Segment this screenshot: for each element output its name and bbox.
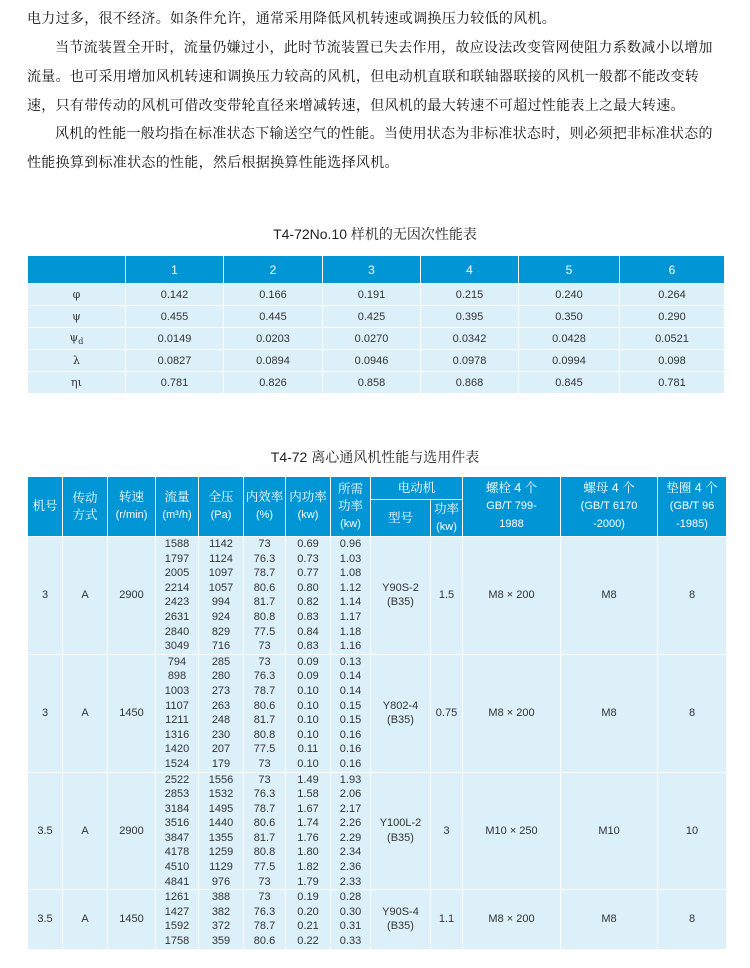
value: 898 xyxy=(167,670,187,683)
value: 0.10 xyxy=(297,728,319,741)
table-cell: 0.0342 xyxy=(421,328,519,350)
table-cell: 0.845 xyxy=(519,372,620,394)
value: 0.14 xyxy=(339,684,362,697)
header-efficiency: 内效率 (%) xyxy=(244,477,286,537)
value: 0.14 xyxy=(339,670,362,683)
value: 2.26 xyxy=(339,817,362,830)
drive-type: A xyxy=(63,537,108,655)
washer-spec: 8 xyxy=(658,537,727,655)
value: 4510 xyxy=(164,861,190,874)
model-line: Y90S-2 xyxy=(382,581,419,594)
value: 76.3 xyxy=(253,788,276,801)
value: 77.5 xyxy=(253,625,276,638)
value: 73 xyxy=(258,640,271,653)
value: 4841 xyxy=(164,875,190,888)
value: 0.83 xyxy=(297,610,319,623)
bolt-spec: M8 × 200 xyxy=(463,890,561,949)
column-header: 6 xyxy=(620,256,725,284)
column-header: 1 xyxy=(126,256,224,284)
value: 2423 xyxy=(164,596,190,609)
value: 0.96 xyxy=(339,538,362,550)
inner-power-values xyxy=(286,890,331,949)
model-line: (B35) xyxy=(387,920,414,933)
value: 73 xyxy=(258,757,271,770)
value: 1129 xyxy=(209,861,233,874)
header-motor-power: 功率 (kw) xyxy=(431,500,463,537)
value: 0.10 xyxy=(297,699,319,712)
table2-title: T4-72 离心通风机性能与选用件表 xyxy=(270,449,480,465)
table-cell: 0.0978 xyxy=(421,350,519,372)
value: 263 xyxy=(211,699,231,712)
value: 372 xyxy=(211,920,231,933)
value: 0.13 xyxy=(339,655,362,668)
value: 3184 xyxy=(164,802,190,815)
value: 73 xyxy=(258,538,271,550)
table-row xyxy=(28,350,725,372)
value: 77.5 xyxy=(253,743,276,756)
value: 0.16 xyxy=(339,728,362,741)
value: 2522 xyxy=(164,773,190,786)
row-symbol: $\psi_d$ xyxy=(28,328,126,350)
column-header: 2 xyxy=(224,256,323,284)
value: 1592 xyxy=(164,920,190,933)
column-header xyxy=(28,256,126,284)
value: 1211 xyxy=(165,714,189,727)
value: 0.82 xyxy=(297,596,319,609)
value: 81.7 xyxy=(253,714,276,727)
table-cell: 0.166 xyxy=(224,284,323,306)
efficiency-values xyxy=(244,654,286,772)
value: 0.83 xyxy=(297,640,319,653)
row-symbol: ηι xyxy=(28,372,126,394)
table-cell: 0.0946 xyxy=(323,350,421,372)
bolt-spec: M8 × 200 xyxy=(463,537,561,655)
table-cell: 0.395 xyxy=(421,306,519,328)
motor-model xyxy=(371,772,431,890)
model-line: (B35) xyxy=(387,714,414,727)
speed: 2900 xyxy=(108,537,156,655)
motor-power: 1.1 xyxy=(431,890,463,949)
value: 976 xyxy=(211,875,231,888)
value: 0.16 xyxy=(339,743,362,756)
machine-no: 3 xyxy=(28,654,63,772)
value: 829 xyxy=(211,625,231,638)
table-cell: 0.0827 xyxy=(126,350,224,372)
motor-model xyxy=(371,537,431,655)
value: 0.30 xyxy=(339,905,362,918)
bolt-spec: M10 × 250 xyxy=(463,772,561,890)
model-line: (B35) xyxy=(387,831,414,844)
value: 1.16 xyxy=(339,640,362,653)
value: 794 xyxy=(167,655,187,668)
value: 1124 xyxy=(209,552,233,565)
speed: 1450 xyxy=(108,890,156,949)
value: 0.69 xyxy=(297,538,319,550)
value: 2631 xyxy=(164,610,190,623)
flow-values xyxy=(156,890,199,949)
washer-spec: 10 xyxy=(658,772,727,890)
table-cell: 0.425 xyxy=(323,306,421,328)
value: 1.08 xyxy=(339,567,362,580)
value: 0.20 xyxy=(297,905,319,918)
table-cell: 0.290 xyxy=(620,306,725,328)
motor-power: 3 xyxy=(431,772,463,890)
value: 1.03 xyxy=(339,552,362,565)
table1-title: T4-72No.10 样机的无因次性能表 xyxy=(273,226,477,242)
value: 3516 xyxy=(164,817,190,830)
table-cell: 0.0428 xyxy=(519,328,620,350)
value: 0.11 xyxy=(297,743,319,756)
table-cell: 0.781 xyxy=(620,372,725,394)
efficiency-values xyxy=(244,890,286,949)
value: 1.82 xyxy=(297,861,319,874)
value: 280 xyxy=(211,670,231,683)
value: 78.7 xyxy=(253,802,276,815)
value: 716 xyxy=(211,640,231,653)
column-header: 3 xyxy=(323,256,421,284)
value: 1355 xyxy=(208,831,234,844)
motor-model xyxy=(371,890,431,949)
model-line: Y90S-4 xyxy=(382,905,419,918)
value: 78.7 xyxy=(253,920,276,933)
value: 0.73 xyxy=(297,552,319,565)
table-cell: 0.191 xyxy=(323,284,421,306)
value: 179 xyxy=(211,757,231,770)
value: 0.15 xyxy=(339,714,362,727)
value: 248 xyxy=(211,714,231,727)
value: 1.79 xyxy=(297,875,319,888)
value: 2005 xyxy=(164,567,190,580)
value: 1107 xyxy=(165,699,189,712)
value: 2.36 xyxy=(339,861,362,874)
value: 0.28 xyxy=(339,891,362,904)
value: 80.6 xyxy=(253,699,276,712)
value: 1057 xyxy=(208,581,234,594)
nut-spec: M8 xyxy=(561,654,658,772)
value: 2214 xyxy=(164,581,190,594)
flow-values xyxy=(156,537,199,655)
table-cell: 0.0894 xyxy=(224,350,323,372)
required-power-values xyxy=(331,772,371,890)
value: 1495 xyxy=(208,802,234,815)
value: 230 xyxy=(211,728,231,741)
machine-no: 3.5 xyxy=(28,772,63,890)
value: 1003 xyxy=(164,684,190,697)
value: 0.10 xyxy=(297,714,319,727)
dimensionless-performance-table xyxy=(27,255,725,394)
machine-no: 3 xyxy=(28,537,63,655)
flow-values xyxy=(156,772,199,890)
value: 81.7 xyxy=(253,596,276,609)
model-line: Y802-4 xyxy=(382,699,419,712)
table-row xyxy=(28,328,725,350)
speed: 1450 xyxy=(108,654,156,772)
pressure-values xyxy=(199,772,244,890)
value: 73 xyxy=(258,773,271,786)
value: 0.31 xyxy=(339,920,362,933)
pressure-values xyxy=(199,654,244,772)
value: 1.17 xyxy=(339,610,362,623)
value: 76.3 xyxy=(253,552,276,565)
header-speed: 转速 (r/min) xyxy=(108,477,156,537)
table-cell: 0.0203 xyxy=(224,328,323,350)
value: 80.6 xyxy=(253,935,276,948)
value: 1.93 xyxy=(339,773,362,786)
value: 273 xyxy=(211,684,231,697)
header-pressure: 全压 (Pa) xyxy=(199,477,244,537)
required-power-values xyxy=(331,890,371,949)
value: 0.10 xyxy=(297,757,319,770)
value: 1440 xyxy=(208,817,234,830)
value: 73 xyxy=(258,891,271,904)
header-flow: 流量 (m³/h) xyxy=(156,477,199,537)
table-cell: 0.350 xyxy=(519,306,620,328)
header-required-power: 所需 功率 (kw) xyxy=(331,477,371,537)
value: 0.10 xyxy=(297,684,319,697)
header-bolt: 螺栓 4 个 GB/T 799- 1988 xyxy=(463,477,561,537)
value: 1758 xyxy=(164,935,190,948)
value: 73 xyxy=(258,875,271,888)
paragraph-3: 风机的性能一般均指在标准状态下输送空气的性能。当使用状态为非标准状态时，则必须把非标准状态的性能换算到标准状态的性能，然后根据换算性能选择风机。 xyxy=(27,126,713,171)
motor-model xyxy=(371,654,431,772)
value: 1.49 xyxy=(297,773,319,786)
row-symbol: φ xyxy=(28,284,126,306)
value: 1142 xyxy=(209,538,233,550)
model-line: (B35) xyxy=(387,596,414,609)
value: 0.84 xyxy=(297,625,319,638)
value: 1.80 xyxy=(297,846,319,859)
value: 1.67 xyxy=(297,802,319,815)
table-cell: 0.142 xyxy=(126,284,224,306)
pressure-values xyxy=(199,890,244,949)
value: 0.15 xyxy=(339,699,362,712)
value: 3049 xyxy=(164,640,190,653)
value: 1316 xyxy=(164,728,190,741)
header-motor: 电动机 xyxy=(371,477,463,500)
value: 0.19 xyxy=(297,891,319,904)
motor-power: 0.75 xyxy=(431,654,463,772)
motor-power: 1.5 xyxy=(431,537,463,655)
drive-type: A xyxy=(63,772,108,890)
value: 1588 xyxy=(164,538,190,550)
value: 2.17 xyxy=(339,802,362,815)
value: 3847 xyxy=(164,831,190,844)
inner-power-values xyxy=(286,654,331,772)
required-power-values xyxy=(331,537,371,655)
value: 1259 xyxy=(208,846,234,859)
value: 1532 xyxy=(208,788,234,801)
value: 207 xyxy=(211,743,231,756)
table-row-group xyxy=(28,654,727,772)
table-cell: 0.0270 xyxy=(323,328,421,350)
header-nut: 螺母 4 个 (GB/T 6170 -2000) xyxy=(561,477,658,537)
value: 80.6 xyxy=(253,581,276,594)
value: 1556 xyxy=(208,773,234,786)
value: 1420 xyxy=(164,743,190,756)
column-header: 4 xyxy=(421,256,519,284)
value: 2.34 xyxy=(339,846,362,859)
table-row xyxy=(28,284,725,306)
value: 0.77 xyxy=(297,567,319,580)
value: 0.33 xyxy=(339,935,362,948)
value: 1.58 xyxy=(297,788,319,801)
value: 359 xyxy=(211,935,231,948)
table-cell: 0.098 xyxy=(620,350,725,372)
pressure-values xyxy=(199,537,244,655)
required-power-values xyxy=(331,654,371,772)
value: 77.5 xyxy=(253,861,276,874)
value: 1.14 xyxy=(339,596,362,609)
fan-performance-selection-table xyxy=(27,476,727,950)
table-cell: 0.0521 xyxy=(620,328,725,350)
column-header: 5 xyxy=(519,256,620,284)
flow-values xyxy=(156,654,199,772)
washer-spec: 8 xyxy=(658,654,727,772)
value: 1.18 xyxy=(339,625,362,638)
nut-spec: M8 xyxy=(561,890,658,949)
table-cell: 0.781 xyxy=(126,372,224,394)
bolt-spec: M8 × 200 xyxy=(463,654,561,772)
machine-no: 3.5 xyxy=(28,890,63,949)
table-cell: 0.455 xyxy=(126,306,224,328)
table-cell: 0.868 xyxy=(421,372,519,394)
row-symbol: ψ xyxy=(28,306,126,328)
value: 73 xyxy=(258,655,271,668)
value: 1.74 xyxy=(297,817,319,830)
value: 924 xyxy=(211,610,231,623)
table-row-group xyxy=(28,890,727,949)
paragraph-1: 电力过多，很不经济。如条件允许，通常采用降低风机转速或调换压力较低的风机。 xyxy=(27,11,557,27)
table-cell: 0.0149 xyxy=(126,328,224,350)
header-machine-no: 机号 xyxy=(28,477,63,537)
value: 80.8 xyxy=(253,846,276,859)
paragraph-2: 当节流装置全开时，流量仍嫌过小，此时节流装置已失去作用，故应设法改变管网使阻力系数减小以增加流量。也可采用增加风机转速和调换压力较高的风机，但电动机直联和联轴器联接的风机一般都不能改变转速，只有带传动的风机可借改变带轮直径来增减转速，但风机的最大转速不可超过性能表上之最大转速。 xyxy=(27,40,713,114)
table-cell: 0.445 xyxy=(224,306,323,328)
value: 81.7 xyxy=(253,831,276,844)
value: 1097 xyxy=(208,567,234,580)
value: 1427 xyxy=(164,905,190,918)
value: 80.8 xyxy=(253,610,276,623)
table-cell: 0.264 xyxy=(620,284,725,306)
nut-spec: M10 xyxy=(561,772,658,890)
drive-type: A xyxy=(63,654,108,772)
value: 78.7 xyxy=(253,567,276,580)
value: 80.8 xyxy=(253,728,276,741)
table-row xyxy=(28,306,725,328)
washer-spec: 8 xyxy=(658,890,727,949)
value: 1797 xyxy=(164,552,190,565)
value: 76.3 xyxy=(253,670,276,683)
value: 0.21 xyxy=(297,920,319,933)
value: 0.22 xyxy=(297,935,319,948)
value: 2840 xyxy=(164,625,190,638)
table-row-group xyxy=(28,537,727,655)
value: 388 xyxy=(211,891,231,904)
header-motor-model: 型号 xyxy=(371,500,431,537)
header-drive: 传动 方式 xyxy=(63,477,108,537)
value: 0.09 xyxy=(297,655,319,668)
drive-type: A xyxy=(63,890,108,949)
value: 1.76 xyxy=(297,831,319,844)
efficiency-values xyxy=(244,537,286,655)
value: 0.09 xyxy=(297,670,319,683)
table-cell: 0.215 xyxy=(421,284,519,306)
value: 78.7 xyxy=(253,684,276,697)
value: 4178 xyxy=(164,846,190,859)
value: 2853 xyxy=(164,788,190,801)
efficiency-values xyxy=(244,772,286,890)
value: 1524 xyxy=(164,757,190,770)
model-line: Y100L-2 xyxy=(379,817,422,830)
value: 994 xyxy=(211,596,231,609)
header-inner-power: 内功率 (kw) xyxy=(286,477,331,537)
value: 0.80 xyxy=(297,581,319,594)
table-row-group xyxy=(28,772,727,890)
nut-spec: M8 xyxy=(561,537,658,655)
value: 1261 xyxy=(164,891,190,904)
value: 80.6 xyxy=(253,817,276,830)
inner-power-values xyxy=(286,772,331,890)
speed: 2900 xyxy=(108,772,156,890)
value: 0.16 xyxy=(339,757,362,770)
value: 2.33 xyxy=(339,875,362,888)
value: 382 xyxy=(211,905,231,918)
header-washer: 垫圈 4 个 (GB/T 96 -1985) xyxy=(658,477,727,537)
row-symbol: λ xyxy=(28,350,126,372)
inner-power-values xyxy=(286,537,331,655)
table-cell: 0.240 xyxy=(519,284,620,306)
value: 1.12 xyxy=(339,581,362,594)
value: 2.29 xyxy=(339,831,362,844)
table-cell: 0.858 xyxy=(323,372,421,394)
value: 76.3 xyxy=(253,905,276,918)
value: 285 xyxy=(211,655,231,668)
table-cell: 0.0994 xyxy=(519,350,620,372)
table-cell: 0.826 xyxy=(224,372,323,394)
value: 2.06 xyxy=(339,788,362,801)
table-row xyxy=(28,372,725,394)
